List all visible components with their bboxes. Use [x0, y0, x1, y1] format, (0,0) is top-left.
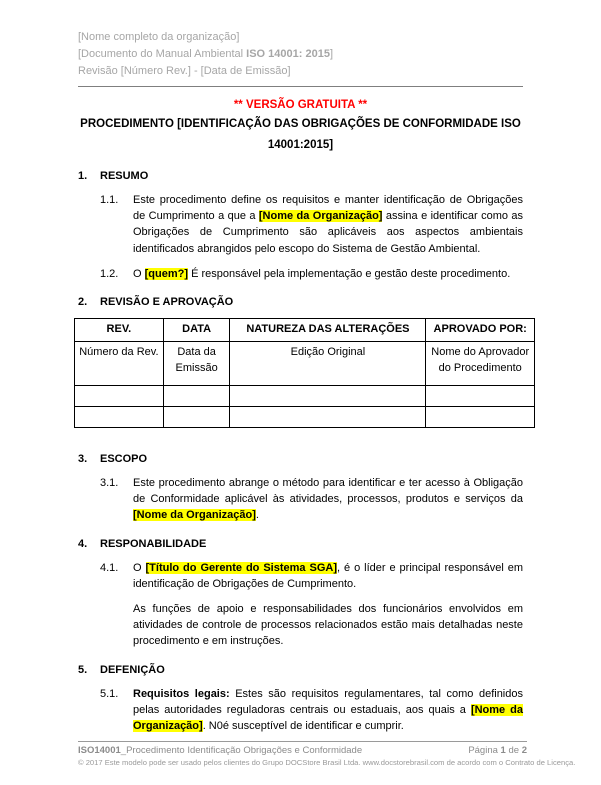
table-cell-empty	[163, 407, 230, 428]
section-title: RESPONABILIDADE	[100, 537, 207, 550]
document-header	[78, 29, 523, 80]
item-number: 3.1.	[100, 477, 119, 490]
table-cell-empty	[426, 407, 535, 428]
section-number: 2.	[78, 296, 88, 309]
header-divider	[78, 86, 523, 87]
header-organization-name: [Nome completo da organização]	[78, 31, 240, 43]
table-row-empty	[75, 386, 535, 407]
item-text: Este procedimento define os requisitos e manter identificação de Obrigações de Cumprimento a que a [Nome da Organização] assina e identificar como as Obrigações de Cumprimento são aplicáveis aos aspectos ambientais identificados abrangidos pelo escopo do Sistema de Gestão Ambiental.	[133, 194, 523, 255]
footer-document-id: ISO14001_Procedimento Identificação Obrigações e Conformidade	[78, 745, 363, 756]
item-number: 1.2.	[100, 267, 119, 280]
header-document-name: [Documento do Manual Ambiental ISO 14001: 2015]	[78, 48, 334, 60]
item-number: 1.1.	[100, 194, 119, 206]
footer-page-number: Página 1 de 2	[468, 745, 527, 756]
table-cell-rev-number: Número da Rev.	[75, 342, 164, 386]
section-number: 1.	[78, 170, 88, 182]
section-heading-escopo	[78, 452, 523, 466]
page-title: PROCEDIMENTO [IDENTIFICAÇÃO DAS OBRIGAÇÕES DE CONFORMIDADE ISO 14001:2015]	[80, 118, 521, 151]
table-header-natureza: NATUREZA DAS ALTERAÇÕES	[230, 319, 426, 342]
paragraph-4-support	[78, 601, 523, 650]
table-cell-empty	[163, 386, 230, 407]
table-header-row	[75, 319, 535, 342]
section-title: REVISÃO E APROVAÇÃO	[100, 296, 234, 309]
table-header-rev: REV.	[75, 319, 164, 342]
item-number: 5.1.	[100, 687, 119, 700]
item-number: 4.1.	[100, 561, 119, 574]
section-title: RESUMO	[100, 170, 149, 182]
paragraph-1-2	[78, 266, 523, 282]
table-cell-empty	[426, 386, 535, 407]
table-cell-empty	[230, 386, 426, 407]
section-number: 4.	[78, 537, 88, 550]
section-title: DEFENIÇÃO	[100, 663, 165, 676]
item-text: O [Título do Gerente do Sistema SGA], é o líder e principal responsável em identificação de Obrigações de Cumprimento.	[133, 561, 523, 590]
section-heading-revisao-aprovacao	[78, 295, 523, 309]
footer-copyright: © 2017 Este modelo pode ser usado pelos clientes do Grupo DOCStore Brasil Ltda. www.docstorebrasil.com de acordo com o Contrato de Licença.	[78, 758, 576, 767]
section-title: ESCOPO	[100, 453, 148, 466]
item-text: Este procedimento abrange o método para identificar e ter acesso à Obligação de Conformidade aplicável às atividades, processos, produtos e serviços da [Nome da Organização].	[133, 477, 523, 522]
free-version-banner: ** VERSÃO GRATUITA **	[233, 99, 368, 111]
section-number: 5.	[78, 663, 88, 676]
header-revision-line: Revisão [Número Rev.] - [Data de Emissão]	[78, 65, 291, 77]
table-header-data: DATA	[163, 319, 230, 342]
section-heading-definicao	[78, 663, 523, 677]
section-heading-resumo	[78, 169, 523, 183]
table-row	[75, 342, 535, 386]
revision-approval-table	[74, 318, 535, 428]
paragraph-1-1	[78, 192, 523, 257]
table-header-aprovado: APROVADO POR:	[426, 319, 535, 342]
item-text: O [quem?] É responsável pela implementação e gestão deste procedimento.	[133, 267, 511, 280]
table-cell-empty	[230, 407, 426, 428]
item-number	[100, 601, 133, 650]
table-cell-change-nature: Edição Original	[230, 342, 426, 386]
paragraph-4-1	[78, 560, 523, 592]
paragraph-3-1	[78, 475, 523, 524]
section-number: 3.	[78, 453, 88, 466]
document-footer	[78, 741, 576, 768]
item-text: Requisitos legais: Estes são requisitos regulamentares, tal como definidos pelas autoridades reguladoras centrais ou estaduais, aos quais a [Nome da Organização]. N0é susceptível de identificar e cumprir.	[133, 687, 523, 733]
item-text: As funções de apoio e responsabilidades dos funcionários envolvidos em atividades de controle de processos relacionados estão mais detalhadas neste procedimento e em instruções.	[133, 603, 523, 648]
section-heading-responsabilidade	[78, 537, 523, 551]
table-cell-empty	[75, 407, 164, 428]
table-cell-issue-date: Data da Emissão	[163, 342, 230, 386]
footer-divider	[78, 741, 527, 742]
table-row-empty	[75, 407, 535, 428]
table-cell-empty	[75, 386, 164, 407]
table-cell-approver: Nome do Aprovador do Procedimento	[426, 342, 535, 386]
paragraph-5-1	[78, 686, 523, 735]
